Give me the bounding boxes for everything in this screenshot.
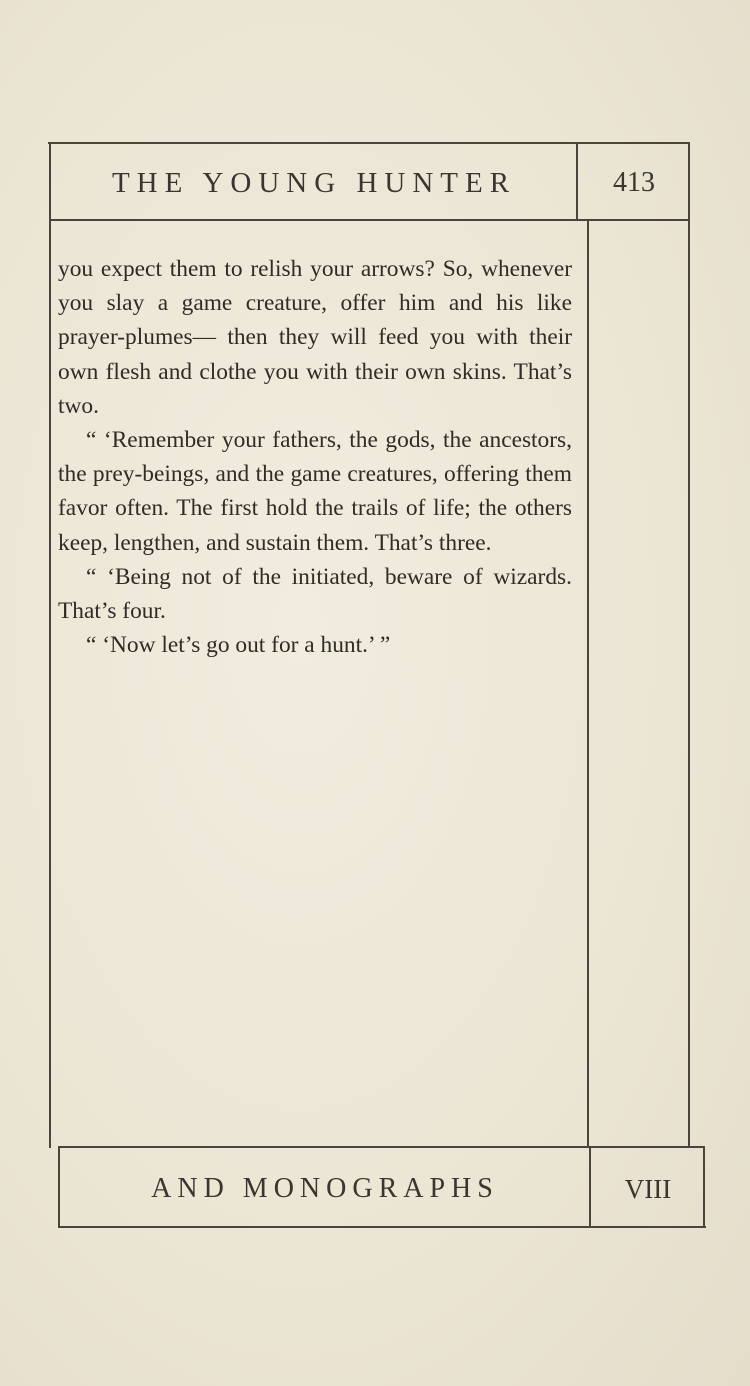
frame-right-rule bbox=[688, 142, 690, 1148]
header-bottom-rule bbox=[50, 219, 690, 221]
series-title: AND MONOGRAPHS bbox=[151, 1173, 499, 1204]
page-number: 413 bbox=[613, 167, 655, 198]
frame-left-rule bbox=[49, 142, 51, 1148]
paragraph: “ ‘Now let’s go out for a hunt.’ ” bbox=[86, 632, 391, 659]
footer-bottom-rule bbox=[58, 1226, 706, 1228]
margin-column-rule bbox=[587, 220, 589, 1148]
footer-left-rule bbox=[58, 1146, 60, 1228]
volume-number: VIII bbox=[624, 1173, 672, 1204]
paragraph: you expect them to relish your arrows? So, whenever you slay a game creature, offer him and his like prayer-plumes— then they will feed you with their own flesh and clothe you with their own skins. That’s two. bbox=[58, 256, 572, 419]
body-text bbox=[58, 252, 572, 662]
paragraph: “ ‘Being not of the initiated, beware of wizards. That’s four. bbox=[58, 563, 572, 625]
footer-top-rule bbox=[58, 1146, 704, 1148]
paragraph: “ ‘Remember your fathers, the gods, the ancestors, the prey-beings, and the game creatures, offering them favor often. The first hold the trails of life; the others keep, lengthen, and sustain them. That’s three. bbox=[58, 427, 572, 556]
header-top-rule bbox=[48, 142, 690, 144]
running-title: THE YOUNG HUNTER bbox=[111, 166, 517, 199]
footer-divider-rule bbox=[589, 1146, 591, 1228]
